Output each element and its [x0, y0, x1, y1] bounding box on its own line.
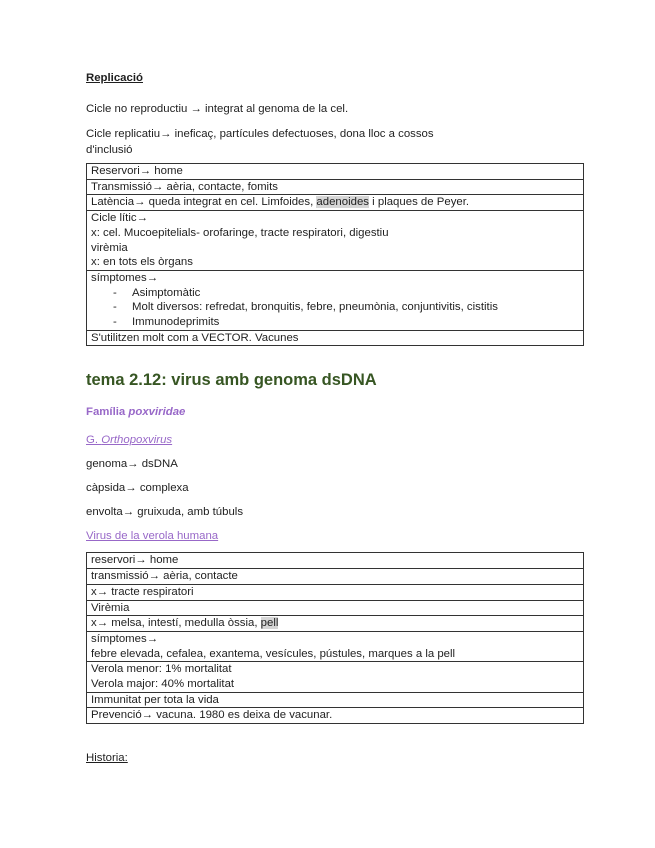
table-cell: transmissió→ aèria, contacte: [87, 569, 584, 585]
table-row: [87, 179, 584, 195]
table-cell: x→ tracte respiratori: [87, 584, 584, 600]
table-row: [87, 600, 584, 616]
table-cell: [87, 631, 584, 661]
list-item: - Immunodeprimits: [107, 315, 579, 330]
family-name: poxviridae: [128, 406, 186, 419]
list-item: - Asimptomàtic: [107, 286, 579, 301]
text-line: Verola menor: 1% mortalitat: [91, 663, 232, 676]
paragraph-cicle-no-reproductiu: Cicle no reproductiu → integrat al genoma de la cel.: [86, 103, 349, 115]
table-verola: [86, 552, 584, 724]
topic-heading: tema 2.12: virus amb genoma dsDNA: [86, 371, 377, 390]
table-row: [87, 631, 584, 661]
genoma-line: genoma→ dsDNA: [86, 458, 178, 471]
historia-heading: Historia:: [86, 752, 128, 765]
list-item: - Molt diversos: refredat, bronquitis, febre, pneumònia, conjuntivitis, cistitis: [107, 300, 579, 315]
genus-name: Orthopoxvirus: [101, 434, 173, 447]
table-replicacio: [86, 163, 584, 346]
virus-verola-link[interactable]: Virus de la verola humana: [86, 530, 219, 543]
genus-link[interactable]: [86, 432, 584, 448]
text-line: Cicle lític→: [91, 212, 148, 225]
text-line: Verola major: 40% mortalitat: [91, 678, 235, 691]
table-cell: [87, 195, 584, 211]
table-row: [87, 553, 584, 569]
text-line: símptomes→: [91, 271, 159, 284]
family-heading: [86, 404, 584, 420]
table-cell: [87, 211, 584, 271]
text: Família: [86, 406, 129, 419]
table-row: [87, 708, 584, 724]
table-row: [87, 211, 584, 271]
table-cell: S'utilitzen molt com a VECTOR. Vacunes: [87, 330, 584, 346]
table-row: [87, 164, 584, 180]
text: Latència→ queda integrat en cel. Limfoides,: [91, 196, 317, 209]
table-cell: [87, 616, 584, 632]
text-line: Cicle replicatiu→ ineficaç, partícules defectuoses, dona lloc a cossos: [86, 128, 434, 140]
text-line: virèmia: [91, 241, 128, 254]
table-cell: Transmissió→ aèria, contacte, fomits: [87, 179, 584, 195]
table-row: [87, 662, 584, 692]
table-cell: [87, 662, 584, 692]
text-line: febre elevada, cefalea, exantema, vesícules, pústules, marques a la pell: [91, 647, 456, 660]
table-cell: reservori→ home: [87, 553, 584, 569]
section-heading-replicacio: Replicació: [86, 72, 143, 84]
table-row: [87, 569, 584, 585]
highlighted-text: pell: [260, 617, 279, 630]
highlighted-text: adenoides: [316, 196, 369, 209]
document-page: [86, 70, 584, 766]
text: i plaques de Peyer.: [369, 196, 470, 209]
bullet-list: [91, 286, 579, 330]
capsida-line: càpsida→ complexa: [86, 482, 189, 495]
text: G.: [86, 434, 102, 447]
table-row: [87, 330, 584, 346]
table-row: [87, 584, 584, 600]
table-cell: Virèmia: [87, 600, 584, 616]
paragraph-cicle-replicatiu: [86, 126, 584, 158]
table-cell: Prevenció→ vacuna. 1980 es deixa de vacunar.: [87, 708, 584, 724]
text-line: x: en tots els òrgans: [91, 256, 193, 269]
text: x→ melsa, intestí, medulla òssia,: [91, 617, 261, 630]
table-cell: [87, 270, 584, 330]
text-line: símptomes→: [91, 632, 159, 645]
table-row: [87, 616, 584, 632]
text-line: d'inclusió: [86, 144, 133, 156]
text-line: x: cel. Mucoepitelials- orofaringe, tracte respiratori, digestiu: [91, 226, 389, 239]
envolta-line: envolta→ gruixuda, amb túbuls: [86, 506, 244, 519]
table-cell: Reservori→ home: [87, 164, 584, 180]
table-row: [87, 692, 584, 708]
table-row: [87, 195, 584, 211]
table-row: [87, 270, 584, 330]
table-cell: Immunitat per tota la vida: [87, 692, 584, 708]
